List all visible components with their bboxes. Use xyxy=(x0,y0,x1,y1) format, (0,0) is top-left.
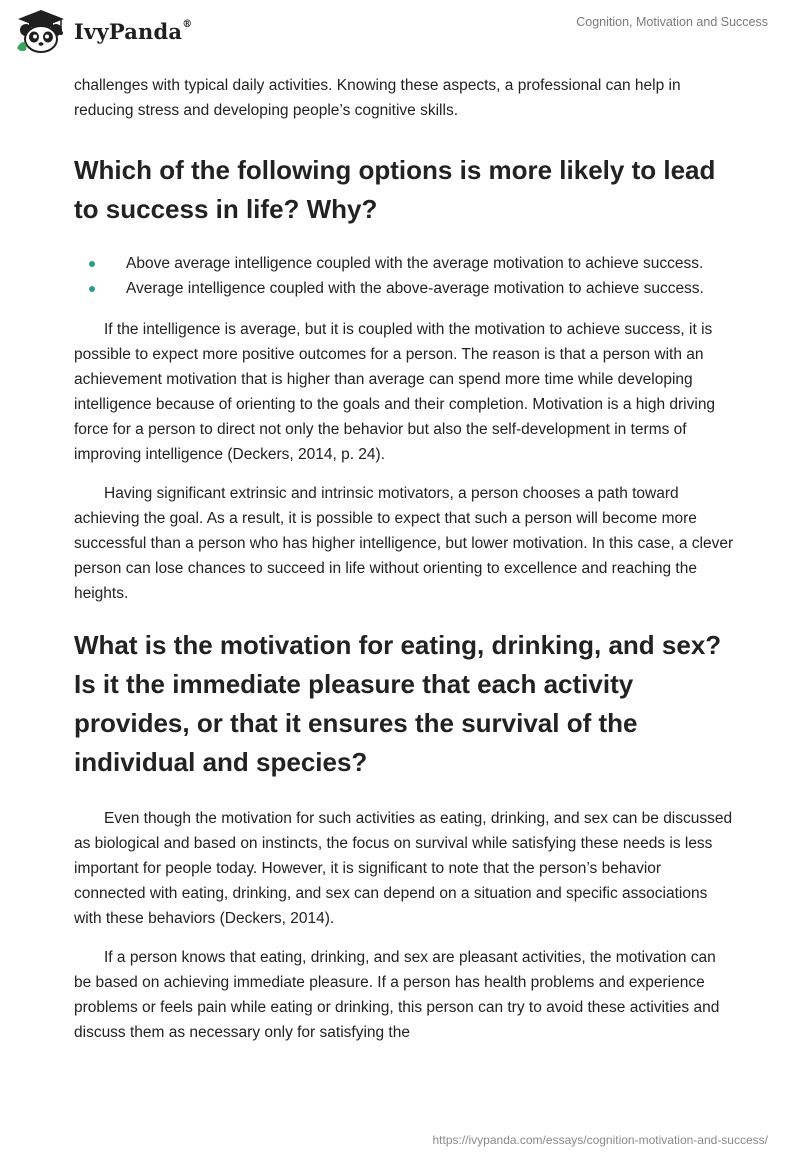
page-header xyxy=(0,0,800,62)
section-heading-motivation: What is the motivation for eating, drinking, and sex? Is it the immediate pleasure that each activity provides, or that it ensures the survival of the individual and species? xyxy=(74,630,722,777)
source-url[interactable]: https://ivypanda.com/essays/cognition-motivation-and-success/ xyxy=(432,1133,768,1147)
essay-content xyxy=(74,73,734,1045)
paragraph-pleasure: If a person knows that eating, drinking, and sex are pleasant activities, the motivation can be based on achieving immediate pleasure. If a person has health problems and experience problems or feels pain while eating or drinking, this person can try to avoid these activities and discuss them as necessary only for satisfying the xyxy=(74,949,720,1041)
panda-graduate-icon xyxy=(14,8,68,54)
document-title: Cognition, Motivation and Success xyxy=(576,15,768,29)
list-item xyxy=(74,251,734,276)
options-list xyxy=(74,251,734,301)
list-item-text: Average intelligence coupled with the above-average motivation to achieve success. xyxy=(126,280,704,297)
list-item-text: Above average intelligence coupled with the average motivation to achieve success. xyxy=(126,255,704,272)
ivypanda-logo[interactable] xyxy=(14,8,192,54)
intro-paragraph: challenges with typical daily activities. Knowing these aspects, a professional can help in reducing stress and developing people’s cognitive skills. xyxy=(74,77,681,119)
brand-name: IvyPanda® xyxy=(74,18,193,44)
paragraph-intelligence: If the intelligence is average, but it is coupled with the motivation to achieve success, it is possible to expect more positive outcomes for a person. The reason is that a person with an achievement motivation that is higher than average can spend more time while developing intelligence because of orienting to the goals and their completion. Motivation is a high driving force for a person to direct not only the behavior but also the self-development in terms of improving intelligence (Deckers, 2014, p. 24). xyxy=(74,321,716,463)
paragraph-motivators: Having significant extrinsic and intrinsic motivators, a person chooses a path toward achieving the goal. As a result, it is possible to expect that such a person will become more successful than a person who has higher intelligence, but lower motivation. In this case, a clever person can lose chances to succeed in life without orienting to excellence and reaching the heights. xyxy=(74,485,734,602)
paragraph-biological: Even though the motivation for such activities as eating, drinking, and sex can be discussed as biological and based on instincts, the focus on survival while satisfying these needs is less important for people today. However, it is significant to note that the person’s behavior connected with eating, drinking, and sex can depend on a situation and specific associations with these behaviors (Deckers, 2014). xyxy=(74,810,733,927)
bullet-icon xyxy=(89,286,95,292)
list-item xyxy=(74,276,734,301)
section-heading-success: Which of the following options is more likely to lead to success in life? Why? xyxy=(74,155,716,224)
bullet-icon xyxy=(89,261,95,267)
